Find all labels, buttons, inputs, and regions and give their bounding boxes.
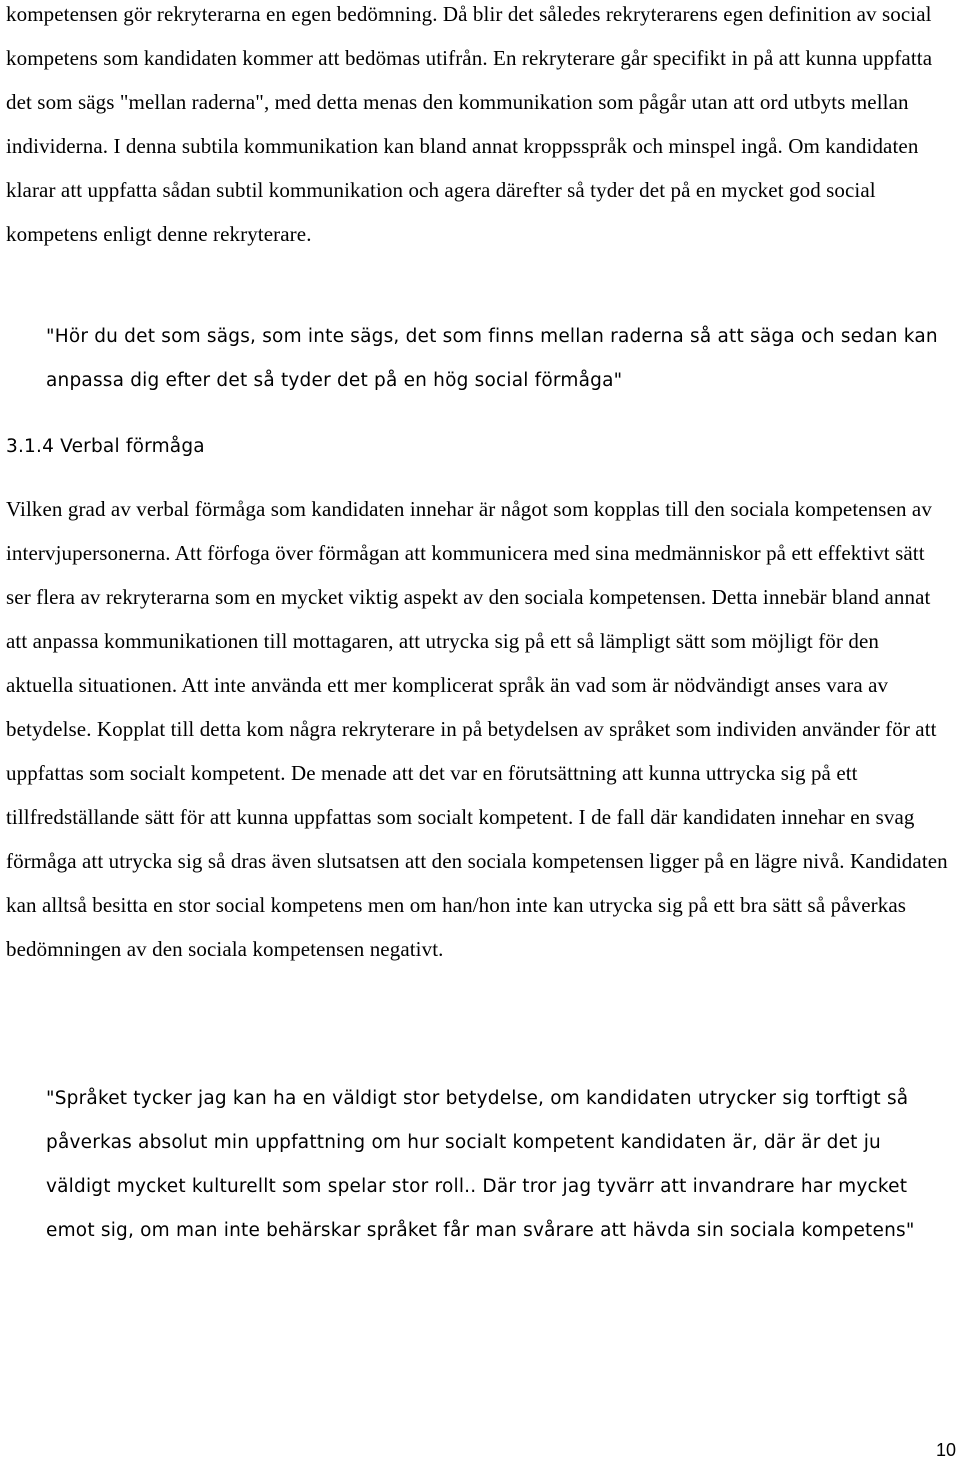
interview-quote-between-the-lines: "Hör du det som sägs, som inte sägs, det som finns mellan raderna så att säga och sedan kan anpassa dig efter det så tyder det på en hög social förmåga" — [46, 326, 938, 391]
interview-quote-language: "Språket tycker jag kan ha en väldigt stor betydelse, om kandidaten utrycker sig torftigt så påverkas absolut min uppfattning om hur socialt kompetent kandidaten är, där är det ju väldigt mycket kulturellt som spelar stor roll.. Där tror jag tyvärr att invandrare har mycket emot sig, om man inte behärskar språket får man svårare att hävda sin sociala kompetens" — [46, 1088, 915, 1241]
section-heading-verbal-ability: 3.1.4 Verbal förmåga — [6, 436, 205, 457]
body-paragraph-social-competence: kompetensen gör rekryterarna en egen bedömning. Då blir det således rekryterarens egen definition av social kompetens som kandidaten kommer att bedömas utifrån. En rekryterare går specifikt in på att kunna uppfatta det som sägs "mellan raderna", med detta menas den kommunikation som pågår utan att ord utbyts mellan individerna. I denna subtila kommunikation kan bland annat kroppsspråk och minspel ingå. Om kandidaten klarar att uppfatta sådan subtil kommunikation och agera därefter så tyder det på en mycket god social kompetens enligt denne rekryterare. — [6, 2, 933, 246]
body-paragraph-verbal-ability: Vilken grad av verbal förmåga som kandidaten innehar är något som kopplas till den sociala kompetensen av intervjupersonerna. Att förfoga över förmågan att kommunicera med sina medmänniskor på ett effektivt sätt ser flera av rekryterarna som en mycket viktig aspekt av den sociala kompetensen. Detta innebär bland annat att anpassa kommunikationen till mottagaren, att utrycka sig på ett så lämpligt sätt som möjligt för den aktuella situationen. Att inte använda ett mer komplicerat språk än vad som är nödvändigt anses vara av betydelse. Kopplat till detta kom några rekryterare in på betydelsen av språket som individen använder för att uppfattas som socialt kompetent. De menade att det var en förutsättning att kunna uttrycka sig på ett tillfredställande sätt för att kunna uppfattas som socialt kompetent. I de fall där kandidaten innehar en svag förmåga att utrycka sig så dras även slutsatsen att den sociala kompetensen ligger på en lägre nivå. Kandidaten kan alltså besitta en stor social kompetens men om han/hon inte kan utrycka sig på ett bra sätt så påverkas bedömningen av den sociala kompetensen negativt. — [6, 497, 948, 961]
page-number: 10 — [935, 1440, 956, 1460]
